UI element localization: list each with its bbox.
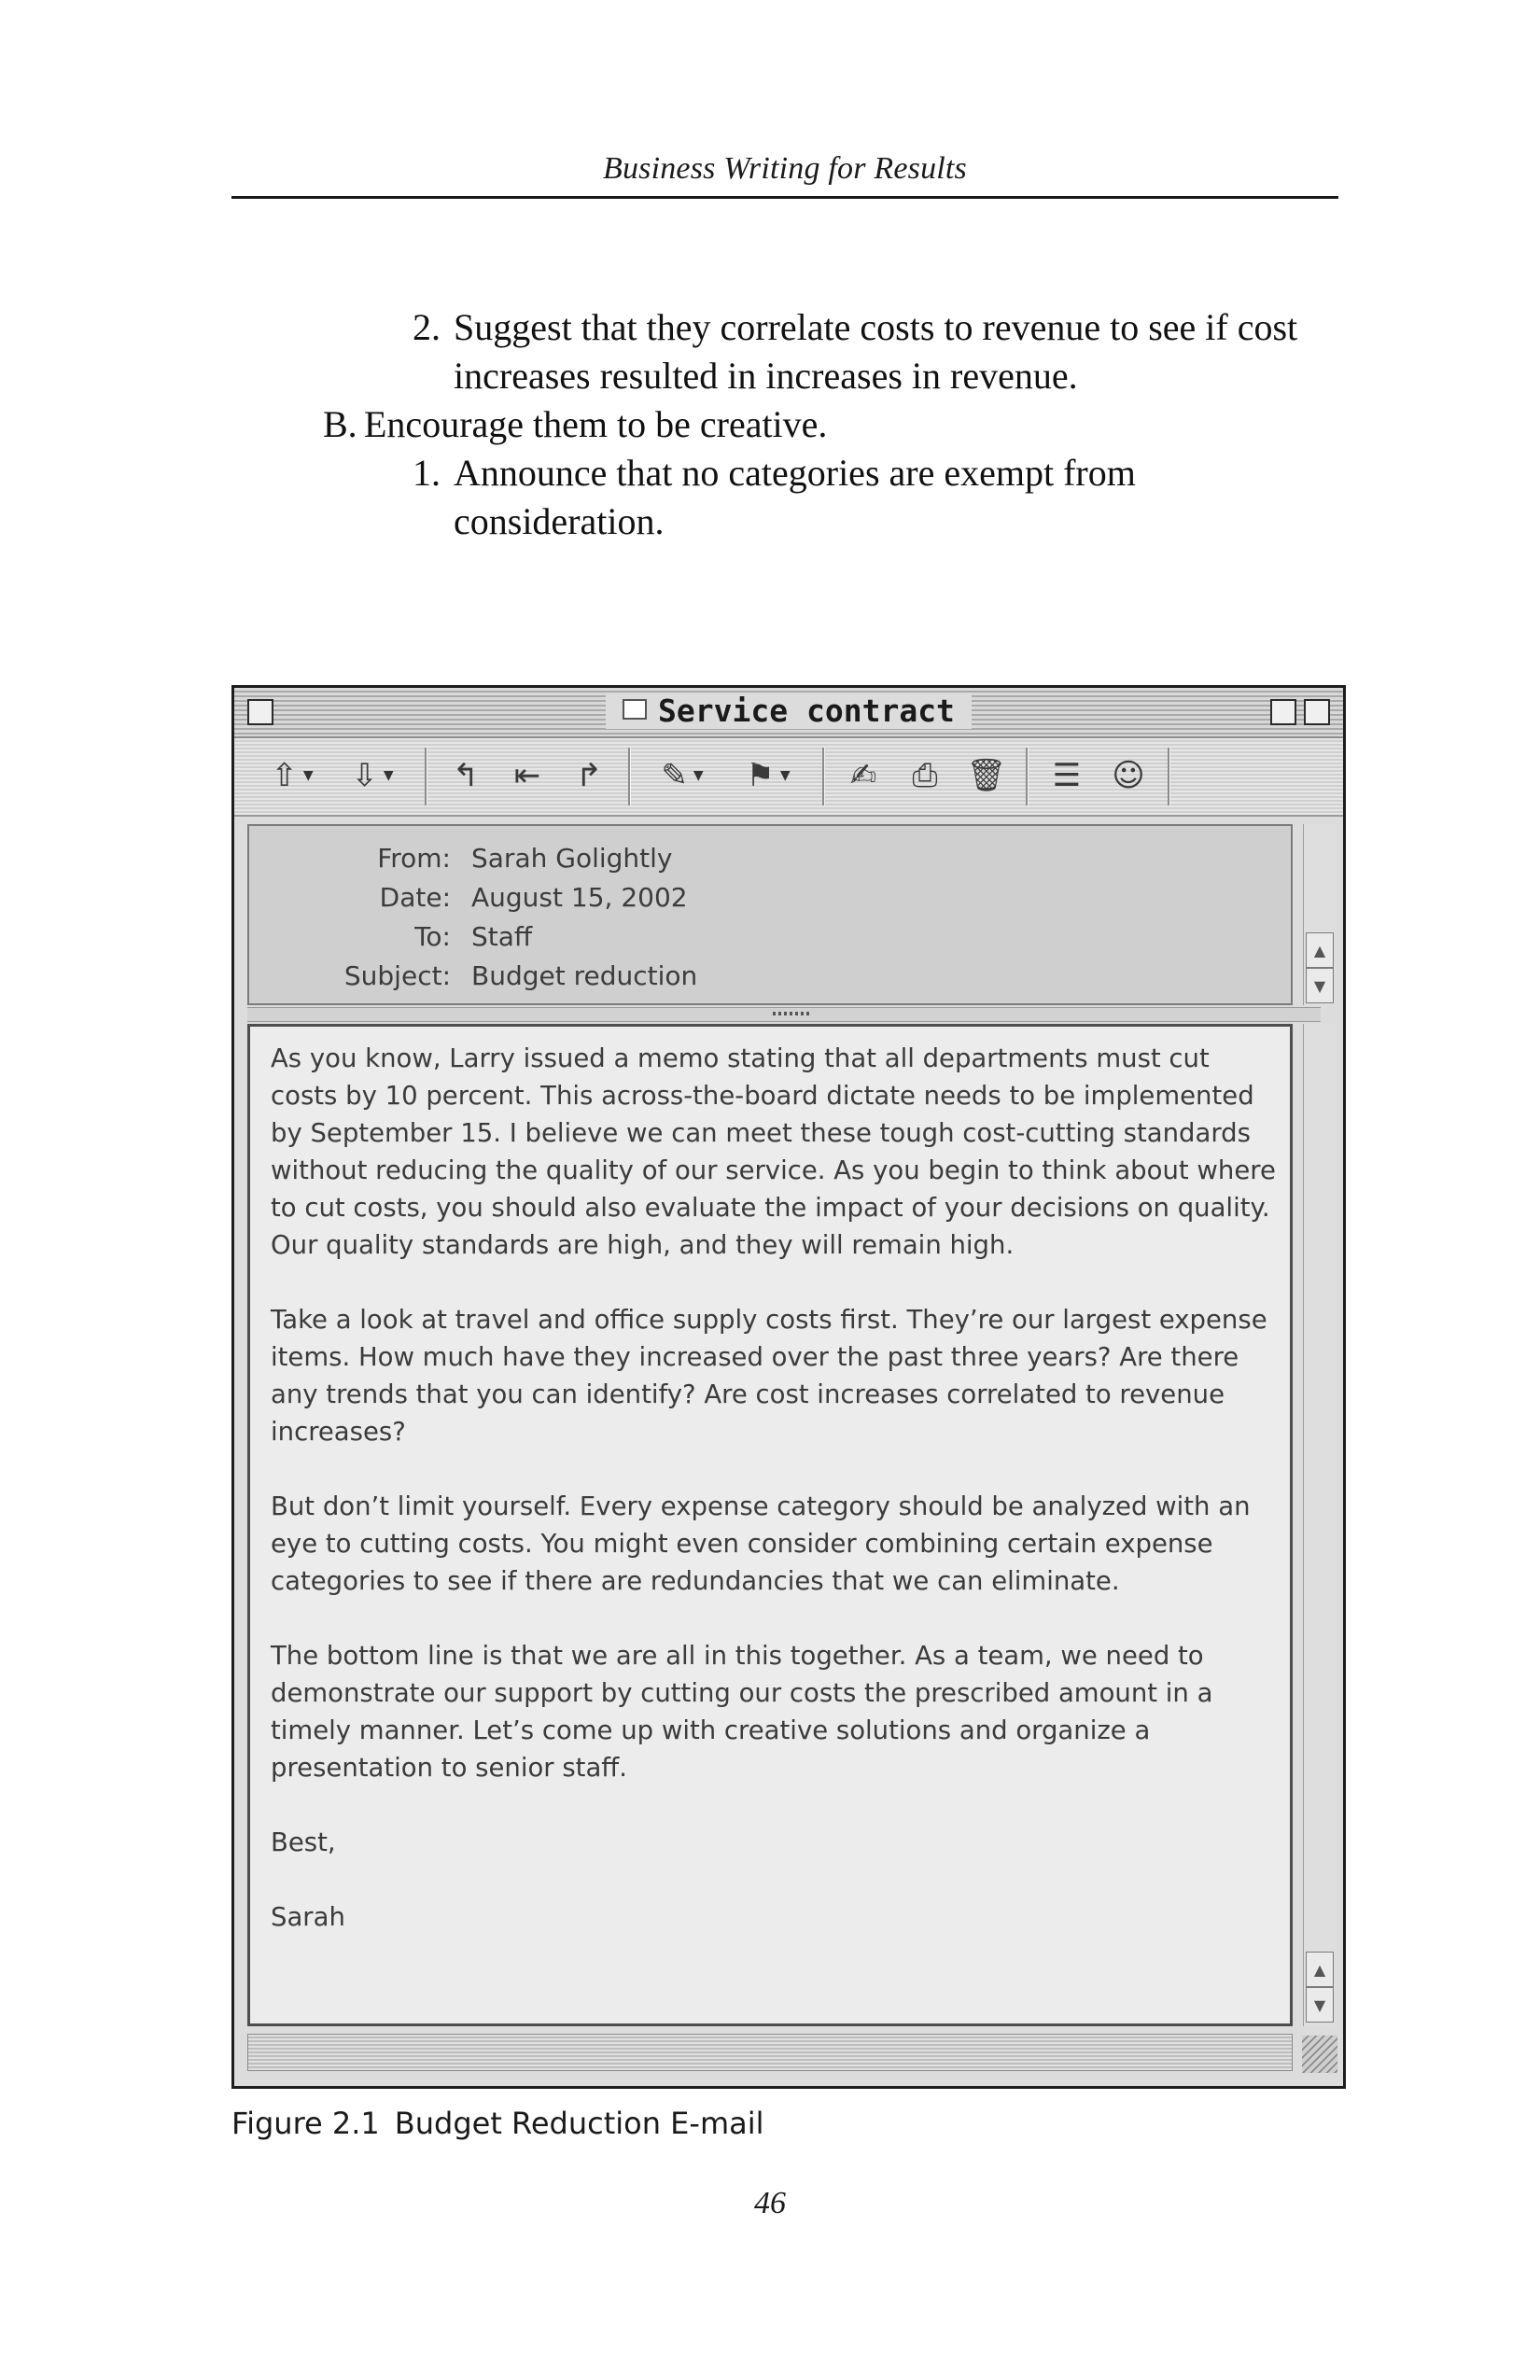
flag-icon[interactable]: ⚑ ▼	[746, 757, 791, 794]
subject-label: Subject:	[343, 960, 451, 991]
attachment-icon[interactable]: ✎ ▼	[661, 757, 704, 794]
contacts-icon[interactable]: ☺	[1112, 757, 1145, 794]
outline-text-line: Suggest that they correlate costs to revenue to see if cost	[454, 306, 1298, 348]
figure-caption	[231, 2106, 764, 2141]
toolbar-separator	[1026, 748, 1029, 805]
message-body[interactable]	[247, 1024, 1293, 2026]
pane-splitter[interactable]	[247, 1007, 1321, 1022]
reply-icon[interactable]: ↰	[452, 757, 480, 794]
to-row	[249, 917, 1291, 957]
outline-marker: B.	[323, 403, 357, 445]
header-scrollbar[interactable]	[1303, 824, 1336, 1005]
body-paragraph: Take a look at travel and office supply costs first. They’re our largest expense items. How much have they increased over the past three years? Are there any trends that you can identify? Are cost increases correlated to revenue increases?	[271, 1305, 1267, 1447]
horizontal-scrollbar[interactable]	[247, 2034, 1293, 2071]
closing: Best,	[271, 1827, 336, 1857]
from-label: From:	[377, 843, 451, 874]
outline-marker: 2.	[413, 306, 441, 348]
figure-label: Figure 2.1	[231, 2106, 380, 2141]
compose-icon[interactable]: ✍	[849, 757, 877, 794]
mail-window	[231, 685, 1346, 2089]
reply-all-icon[interactable]: ⇤	[513, 757, 541, 794]
to-value: Staff	[471, 921, 533, 952]
title-bar[interactable]	[234, 688, 1343, 738]
from-value: Sarah Golightly	[471, 843, 673, 874]
scroll-up-icon[interactable]: ▲	[1306, 932, 1334, 968]
scroll-up-icon[interactable]: ▲	[1306, 1952, 1334, 1987]
outline-text-line: consideration.	[454, 500, 665, 542]
body-paragraph: But don’t limit yourself. Every expense category should be analyzed with an eye to cutting costs. You might even consider combining certain expense categories to see if there are redundancies that we can eliminate.	[271, 1491, 1251, 1596]
resize-grip-icon[interactable]	[1302, 2036, 1337, 2073]
from-row	[249, 839, 1291, 878]
scroll-down-icon[interactable]: ▼	[1306, 968, 1334, 1003]
header-rule	[231, 196, 1338, 199]
scroll-down-icon[interactable]: ▼	[1306, 1987, 1334, 2023]
subject-row	[249, 957, 1291, 996]
toolbar	[234, 738, 1343, 817]
delete-icon[interactable]: 🗑	[966, 757, 1007, 794]
subject-value: Budget reduction	[471, 960, 698, 991]
body-paragraph: As you know, Larry issued a memo stating that all departments must cut costs by 10 percent. This across-the-board dictate needs to be implemented by September 15. I believe we can meet these tough cost-cutting standards without reducing the quality of our service. As you begin to think about where to cut costs, you should also evaluate the impact of your decisions on quality. Our quality standards are high, and they will remain high.	[271, 1043, 1276, 1260]
document-icon	[623, 699, 647, 720]
down-arrow-icon[interactable]: ⇩ ▼	[351, 757, 394, 794]
toolbar-separator	[425, 748, 427, 805]
toolbar-separator	[628, 748, 631, 805]
running-head: Business Writing for Results	[602, 151, 967, 186]
message-header	[247, 824, 1293, 1005]
date-row	[249, 878, 1291, 917]
list-icon[interactable]: ☰	[1052, 757, 1082, 794]
up-arrow-icon[interactable]: ⇧ ▼	[271, 757, 314, 794]
body-scrollbar[interactable]	[1303, 1024, 1336, 2026]
date-label: Date:	[379, 882, 451, 913]
outline-text-line: Encourage them to be creative.	[364, 403, 828, 445]
splitter-grip[interactable]	[773, 1012, 810, 1015]
toolbar-separator	[822, 748, 825, 805]
collapse-box-icon[interactable]	[1304, 699, 1330, 725]
zoom-box-icon[interactable]	[1270, 699, 1296, 725]
date-value: August 15, 2002	[471, 882, 688, 913]
print-icon[interactable]: ⎙	[912, 757, 938, 794]
to-label: To:	[414, 921, 451, 952]
body-paragraph: The bottom line is that we are all in this together. As a team, we need to demonstrate our support by cutting our costs the prescribed amount in a timely manner. Let’s come up with creative solutions and organize a presentation to senior staff.	[271, 1641, 1213, 1783]
page-number: 46	[754, 2186, 786, 2220]
window-title: Service contract	[606, 693, 972, 729]
figure-title: Budget Reduction E-mail	[394, 2106, 764, 2141]
outline-text-line: increases resulted in increases in revenue.	[454, 355, 1078, 397]
signature: Sarah	[271, 1902, 345, 1932]
toolbar-separator	[1168, 748, 1170, 805]
outline-marker: 1.	[413, 452, 441, 494]
forward-icon[interactable]: ↱	[575, 757, 603, 794]
outline-text-line: Announce that no categories are exempt from	[454, 452, 1136, 494]
